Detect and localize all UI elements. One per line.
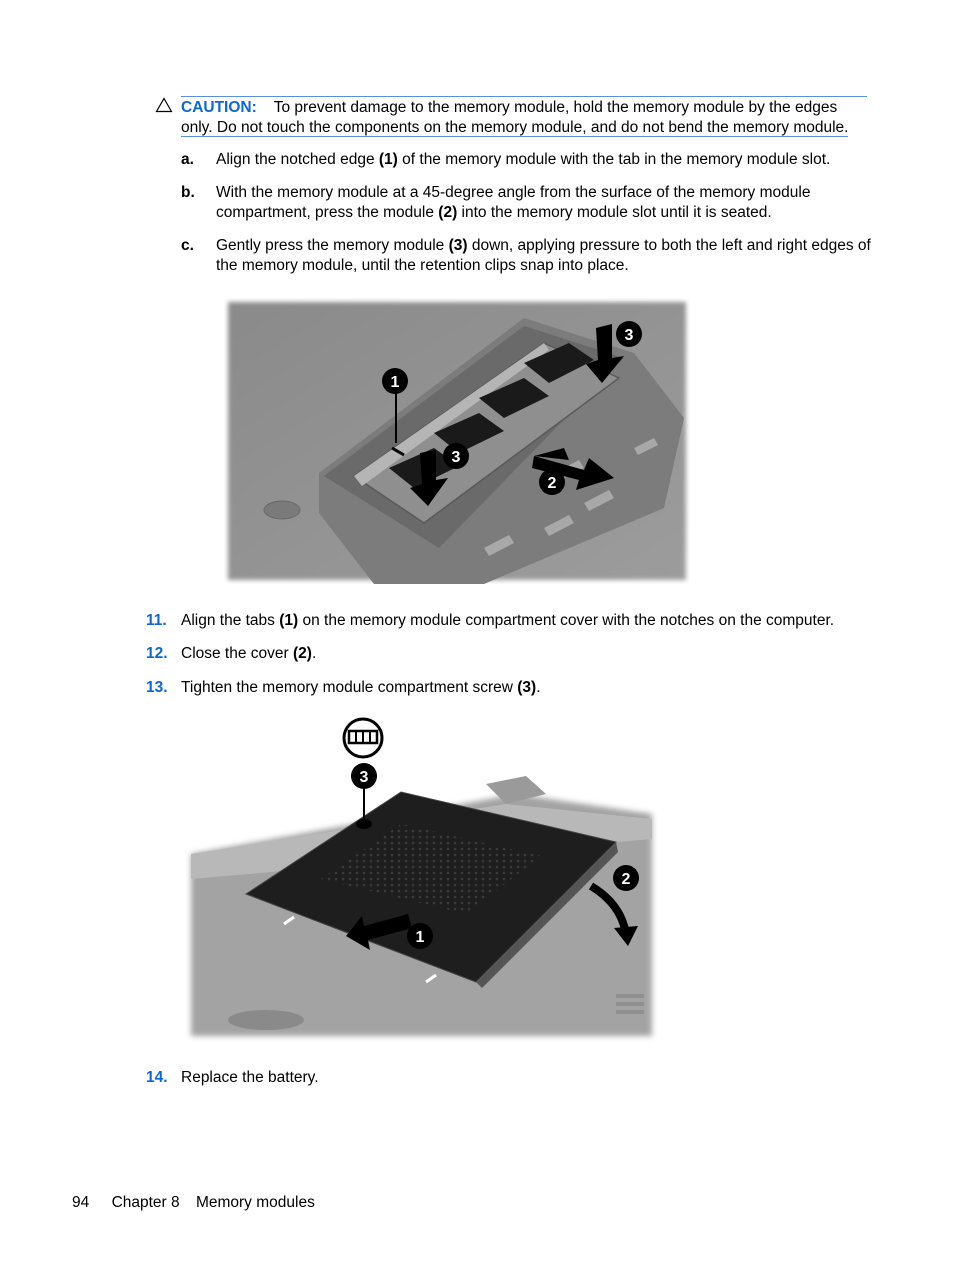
- substep-label: a.: [181, 151, 194, 168]
- step-12: [146, 644, 866, 664]
- step-text: Close the cover: [181, 645, 293, 662]
- step-11: [146, 611, 866, 631]
- caution-note: [155, 96, 867, 137]
- substep-callout: (2): [438, 203, 458, 221]
- figure1-callout-2: 2: [547, 475, 557, 492]
- substep-text: Gently press the memory module: [216, 237, 449, 254]
- substep-callout: (3): [448, 237, 468, 254]
- figure1-callout-3a: 3: [624, 327, 634, 344]
- step-text: Replace the battery.: [181, 1069, 319, 1086]
- substep-text: down, applying pressure to both the left and right edges of the memory module, until the retention clips snap into place.: [216, 237, 871, 274]
- page-footer: [72, 1193, 333, 1213]
- page-number: 94: [72, 1194, 90, 1211]
- figure2-callout-1: 1: [415, 929, 425, 946]
- step-text: Tighten the memory module compartment screw: [181, 679, 518, 696]
- step-number: 11.: [146, 612, 167, 629]
- substep-label: b.: [181, 184, 195, 201]
- step-text: .: [536, 679, 541, 696]
- chapter-label: Chapter 8: [111, 1194, 180, 1211]
- step-number: 14.: [146, 1069, 168, 1086]
- compartment-cover-figure: [186, 714, 658, 1044]
- step-callout: (2): [293, 645, 312, 662]
- step-14: [146, 1068, 866, 1088]
- substep-a: [181, 150, 871, 170]
- figure1-callout-3b: 3: [451, 449, 461, 466]
- substep-callout: (1): [378, 151, 398, 168]
- substep-text: Align the notched edge: [216, 151, 379, 168]
- step-text: Align the tabs: [181, 612, 280, 629]
- chapter-title: Memory modules: [195, 1194, 315, 1211]
- step-callout: (1): [279, 612, 299, 629]
- step-text: .: [311, 645, 317, 662]
- caution-line1: To prevent damage to the memory module, hold the memory module by the edges: [273, 99, 838, 116]
- figure2-callout-2: 2: [621, 871, 631, 888]
- step-callout: (3): [517, 679, 537, 696]
- substep-text: of the memory module with the tab in the memory module slot.: [397, 151, 831, 168]
- substep-text: into the memory module slot until it is seated.: [457, 203, 772, 221]
- step-13: [146, 678, 866, 698]
- step-number: 12.: [146, 645, 168, 662]
- memory-module-insertion-figure: [224, 298, 690, 584]
- substep-label: c.: [181, 237, 194, 254]
- substep-c: [181, 236, 871, 275]
- figure1-callout-1: 1: [390, 374, 400, 391]
- figure2-callout-3: 3: [359, 769, 369, 786]
- substep-b: [181, 183, 871, 222]
- caution-line2: only. Do not touch the components on the memory module, and do not bend the memory module.: [181, 118, 849, 136]
- step-number: 13.: [146, 679, 168, 696]
- step-text: on the memory module compartment cover with the notches on the computer.: [298, 612, 835, 629]
- caution-label: CAUTION:: [181, 99, 257, 116]
- substep-text: With the memory module at a 45-degree angle from the surface of the memory module compartment, press the module: [216, 184, 811, 221]
